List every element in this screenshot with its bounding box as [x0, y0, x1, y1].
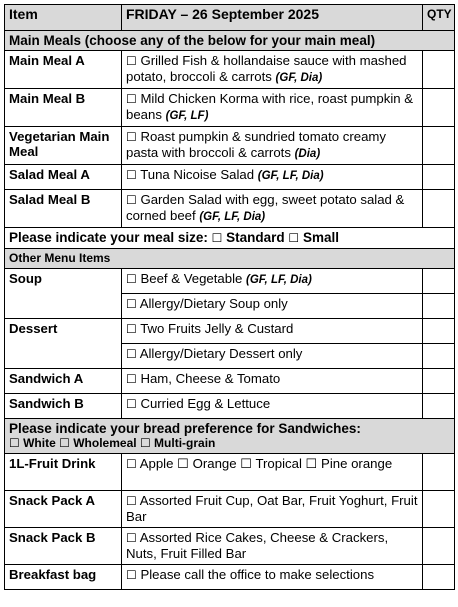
qty-cell[interactable]	[423, 369, 455, 394]
header-qty: QTY	[423, 5, 455, 31]
qty-cell[interactable]	[423, 319, 455, 344]
item-name: Dessert	[5, 319, 122, 369]
diet-tags: (GF, LF)	[165, 110, 209, 122]
menu-row	[5, 51, 455, 89]
item-name: 1L-Fruit Drink	[5, 454, 122, 491]
qty-cell[interactable]	[423, 344, 455, 369]
bread-wholemeal: Wholemeal	[73, 436, 137, 450]
item-description: Grilled Fish & hollandaise sauce with mashed potato, broccoli & carrots	[126, 53, 407, 84]
menu-row	[5, 127, 455, 165]
item-description: Roast pumpkin & sundried tomato creamy pasta with broccoli & carrots	[126, 129, 386, 160]
bread-prompt: Please indicate your bread preference for Sandwiches:	[9, 421, 361, 436]
item-name: Breakfast bag	[5, 565, 122, 590]
checkbox-icon[interactable]: ☐	[126, 531, 137, 545]
item-description: Ham, Cheese & Tomato	[140, 371, 281, 386]
checkbox-icon[interactable]: ☐	[139, 436, 151, 450]
diet-tags: (GF, LF, Dia)	[246, 274, 312, 286]
checkbox-icon[interactable]: ☐	[126, 92, 137, 106]
item-name: Snack Pack A	[5, 491, 122, 528]
item-description: Mild Chicken Korma with rice, roast pumpkin & beans	[126, 91, 414, 122]
checkbox-icon[interactable]: ☐	[126, 193, 137, 207]
item-name: Soup	[5, 269, 122, 319]
item-description: Assorted Rice Cakes, Cheese & Crackers, Nuts, Fruit Filled Bar	[126, 530, 389, 561]
item-option[interactable]	[122, 454, 423, 491]
bread-multigrain: Multi-grain	[154, 436, 216, 450]
checkbox-icon[interactable]: ☐	[126, 168, 137, 182]
checkbox-icon[interactable]: ☐	[126, 54, 137, 68]
bread-options	[9, 436, 450, 451]
item-option[interactable]	[122, 319, 423, 344]
item-name: Sandwich B	[5, 394, 122, 419]
main-meals-banner	[5, 31, 455, 51]
item-description: Please call the office to make selections	[140, 567, 375, 582]
item-description: Garden Salad with egg, sweet potato salad & corned beef	[126, 192, 405, 223]
meal-size-prompt: Please indicate your meal size:	[9, 230, 208, 245]
menu-row	[5, 190, 455, 228]
item-description: Allergy/Dietary Soup only	[139, 296, 288, 311]
item-name: Main Meal B	[5, 89, 122, 127]
header-day: FRIDAY – 26 September 2025	[122, 5, 423, 31]
qty-cell[interactable]	[423, 454, 455, 491]
menu-row	[5, 319, 455, 344]
menu-row	[5, 528, 455, 565]
header-item: Item	[5, 5, 122, 31]
item-description: Curried Egg & Lettuce	[140, 396, 271, 411]
checkbox-icon[interactable]: ☐	[211, 231, 223, 245]
checkbox-icon[interactable]: ☐	[126, 347, 137, 361]
menu-row	[5, 394, 455, 419]
menu-row	[5, 369, 455, 394]
other-items-banner	[5, 249, 455, 269]
diet-tags: (GF, LF, Dia)	[199, 211, 266, 223]
item-option[interactable]	[122, 127, 423, 165]
checkbox-icon[interactable]: ☐	[126, 494, 137, 508]
header-row	[5, 5, 455, 31]
meal-size-cell	[5, 228, 455, 249]
qty-cell[interactable]	[423, 190, 455, 228]
item-option[interactable]	[122, 369, 423, 394]
meal-size-small: Small	[302, 230, 339, 245]
checkbox-icon[interactable]: ☐	[126, 568, 137, 582]
qty-cell[interactable]	[423, 565, 455, 590]
qty-cell[interactable]	[423, 51, 455, 89]
item-option[interactable]	[122, 491, 423, 528]
item-option[interactable]	[122, 51, 423, 89]
item-description: Two Fruits Jelly & Custard	[140, 321, 294, 336]
diet-tags: (GF, LF, Dia)	[257, 170, 324, 182]
menu-order-table	[4, 4, 455, 590]
item-name: Salad Meal A	[5, 165, 122, 190]
menu-row	[5, 454, 455, 491]
menu-row	[5, 491, 455, 528]
menu-row	[5, 89, 455, 127]
checkbox-icon[interactable]: ☐	[126, 130, 137, 144]
menu-row	[5, 269, 455, 294]
qty-cell[interactable]	[423, 528, 455, 565]
diet-tags: (GF, Dia)	[275, 72, 323, 84]
item-option[interactable]	[122, 190, 423, 228]
item-name: Salad Meal B	[5, 190, 122, 228]
item-description: Apple ☐ Orange ☐ Tropical ☐ Pine orange	[139, 456, 393, 471]
qty-cell[interactable]	[423, 491, 455, 528]
item-option[interactable]	[122, 528, 423, 565]
other-items-banner-text: Other Menu Items	[5, 249, 455, 269]
diet-tags: (Dia)	[294, 148, 321, 160]
checkbox-icon[interactable]: ☐	[9, 436, 20, 450]
item-name: Main Meal A	[5, 51, 122, 89]
qty-cell[interactable]	[423, 89, 455, 127]
checkbox-icon[interactable]: ☐	[126, 272, 137, 286]
item-option[interactable]	[122, 394, 423, 419]
checkbox-icon[interactable]: ☐	[126, 457, 137, 471]
bread-white: White	[23, 436, 56, 450]
checkbox-icon[interactable]: ☐	[126, 372, 137, 386]
item-description: Tuna Nicoise Salad	[140, 167, 255, 182]
checkbox-icon[interactable]: ☐	[288, 231, 300, 245]
qty-cell[interactable]	[423, 394, 455, 419]
menu-row	[5, 165, 455, 190]
item-description: Assorted Fruit Cup, Oat Bar, Fruit Yoghurt, Fruit Bar	[126, 493, 418, 524]
checkbox-icon[interactable]: ☐	[126, 297, 137, 311]
qty-cell[interactable]	[423, 127, 455, 165]
item-option[interactable]	[122, 565, 423, 590]
main-meals-banner-text: Main Meals (choose any of the below for your main meal)	[5, 31, 455, 51]
meal-size-row	[5, 228, 455, 249]
item-name: Snack Pack B	[5, 528, 122, 565]
bread-preference-row	[5, 419, 455, 454]
qty-cell[interactable]	[423, 269, 455, 294]
item-option[interactable]	[122, 89, 423, 127]
item-option[interactable]	[122, 294, 423, 319]
item-description: Beef & Vegetable	[140, 271, 243, 286]
checkbox-icon[interactable]: ☐	[59, 436, 70, 450]
bread-preference-cell	[5, 419, 455, 454]
item-option[interactable]	[122, 165, 423, 190]
item-option[interactable]	[122, 344, 423, 369]
checkbox-icon[interactable]: ☐	[126, 322, 137, 336]
checkbox-icon[interactable]: ☐	[126, 397, 137, 411]
item-option[interactable]	[122, 269, 423, 294]
item-name: Sandwich A	[5, 369, 122, 394]
meal-size-standard: Standard	[226, 230, 285, 245]
qty-cell[interactable]	[423, 294, 455, 319]
item-description: Allergy/Dietary Dessert only	[139, 346, 303, 361]
item-name: Vegetarian Main Meal	[5, 127, 122, 165]
menu-row	[5, 565, 455, 590]
qty-cell[interactable]	[423, 165, 455, 190]
